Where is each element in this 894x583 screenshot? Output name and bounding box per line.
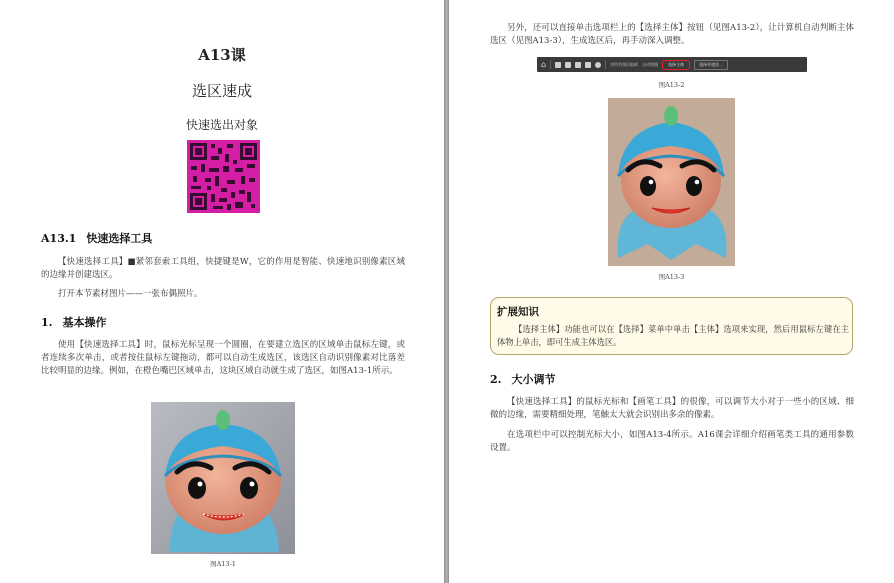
extended-knowledge-box	[490, 297, 853, 355]
select-subject-paragraph: 另外，还可以直接单击选项栏上的【选择主体】按钮（见图A13-2），让计算机自动判断主体选区（见图A13-3），生成选区后，再手动深入调整。	[490, 23, 854, 46]
toolbar-divider	[605, 60, 606, 69]
size-adjust-paragraph: 【快速选择工具】的鼠标光标和【画笔工具】的很像，可以调节大小对于一些小的区域、细微的边缘，需要精细处理，笔触太大就会识别出多余的像素。	[490, 397, 854, 420]
section-title: 快速选择工具	[86, 232, 153, 245]
left-page	[0, 0, 444, 583]
doll-photo-a13-3	[608, 98, 735, 266]
subsection-number: 2.	[490, 373, 502, 386]
open-material-paragraph: 打开本节素材图片——一张布偶照片。	[58, 289, 203, 299]
intro-paragraph: 【快速选择工具】■紧邻套索工具组，快捷键是W，它的作用是智能、快速地识别像素区域的边缘并创建选区。	[41, 257, 405, 280]
sample-all-layers-checkbox[interactable]: 对所有图层取样	[610, 61, 639, 67]
caption-a13-3: 图A13-3	[658, 273, 685, 281]
callout-title: 扩展知识	[497, 306, 539, 318]
brush-size-icon[interactable]	[595, 62, 601, 68]
subsection-title: 大小调节	[511, 373, 556, 386]
basic-operation-paragraph: 使用【快速选择工具】时，鼠标光标呈现一个圆圈，在要建立选区的区域单击鼠标左键，或者连续多次单击，或者按住鼠标左键拖动，都可以自动生成选区，该选区自动识别像素对比落差比较明显的边缘。例如，在橙色嘴巴区域单击，这块区域自动就生成了选区，如图A13-1所示。	[41, 340, 405, 376]
home-icon[interactable]: ⌂	[541, 59, 547, 69]
callout-text: 【选择主体】功能也可以在【选择】菜单中单击【主体】选项来实现，然后用鼠标左键在主体物上单击，即可生成主体选区。	[497, 324, 849, 347]
subsection-title: 基本操作	[62, 316, 107, 329]
lesson-title: 选区速成	[191, 82, 252, 100]
add-to-selection-icon[interactable]	[575, 62, 581, 68]
quick-select-tool-icon[interactable]	[555, 62, 561, 68]
section-heading	[41, 230, 152, 246]
subtract-selection-icon[interactable]	[585, 62, 591, 68]
auto-enhance-checkbox[interactable]: 自动增强	[642, 61, 659, 67]
caption-a13-1: 图A13-1	[210, 560, 236, 568]
caption-a13-2: 图A13-2	[658, 81, 685, 89]
right-page	[449, 0, 894, 583]
lesson-subtitle: 快速选出对象	[185, 118, 258, 132]
options-toolbar	[537, 57, 807, 72]
section-number: A13.1	[41, 232, 77, 245]
new-selection-icon[interactable]	[565, 62, 571, 68]
lesson-number: A13课	[198, 46, 246, 64]
subsection-heading-basic	[41, 314, 106, 330]
qr-code-graphic	[187, 140, 260, 213]
cursor-size-paragraph: 在选项栏中可以控制光标大小，如图A13-4所示。A16课会详细介绍画笔类工具的通用参数设置。	[490, 430, 854, 453]
toolbar-divider	[550, 60, 551, 69]
qr-code	[187, 140, 260, 213]
select-subject-button[interactable]: 选择主体	[662, 60, 690, 70]
doll-photo-a13-1	[151, 402, 295, 554]
subsection-heading-size	[490, 371, 555, 387]
select-and-mask-button[interactable]: 选择并遮住...	[694, 60, 728, 70]
subsection-number: 1.	[41, 316, 53, 329]
